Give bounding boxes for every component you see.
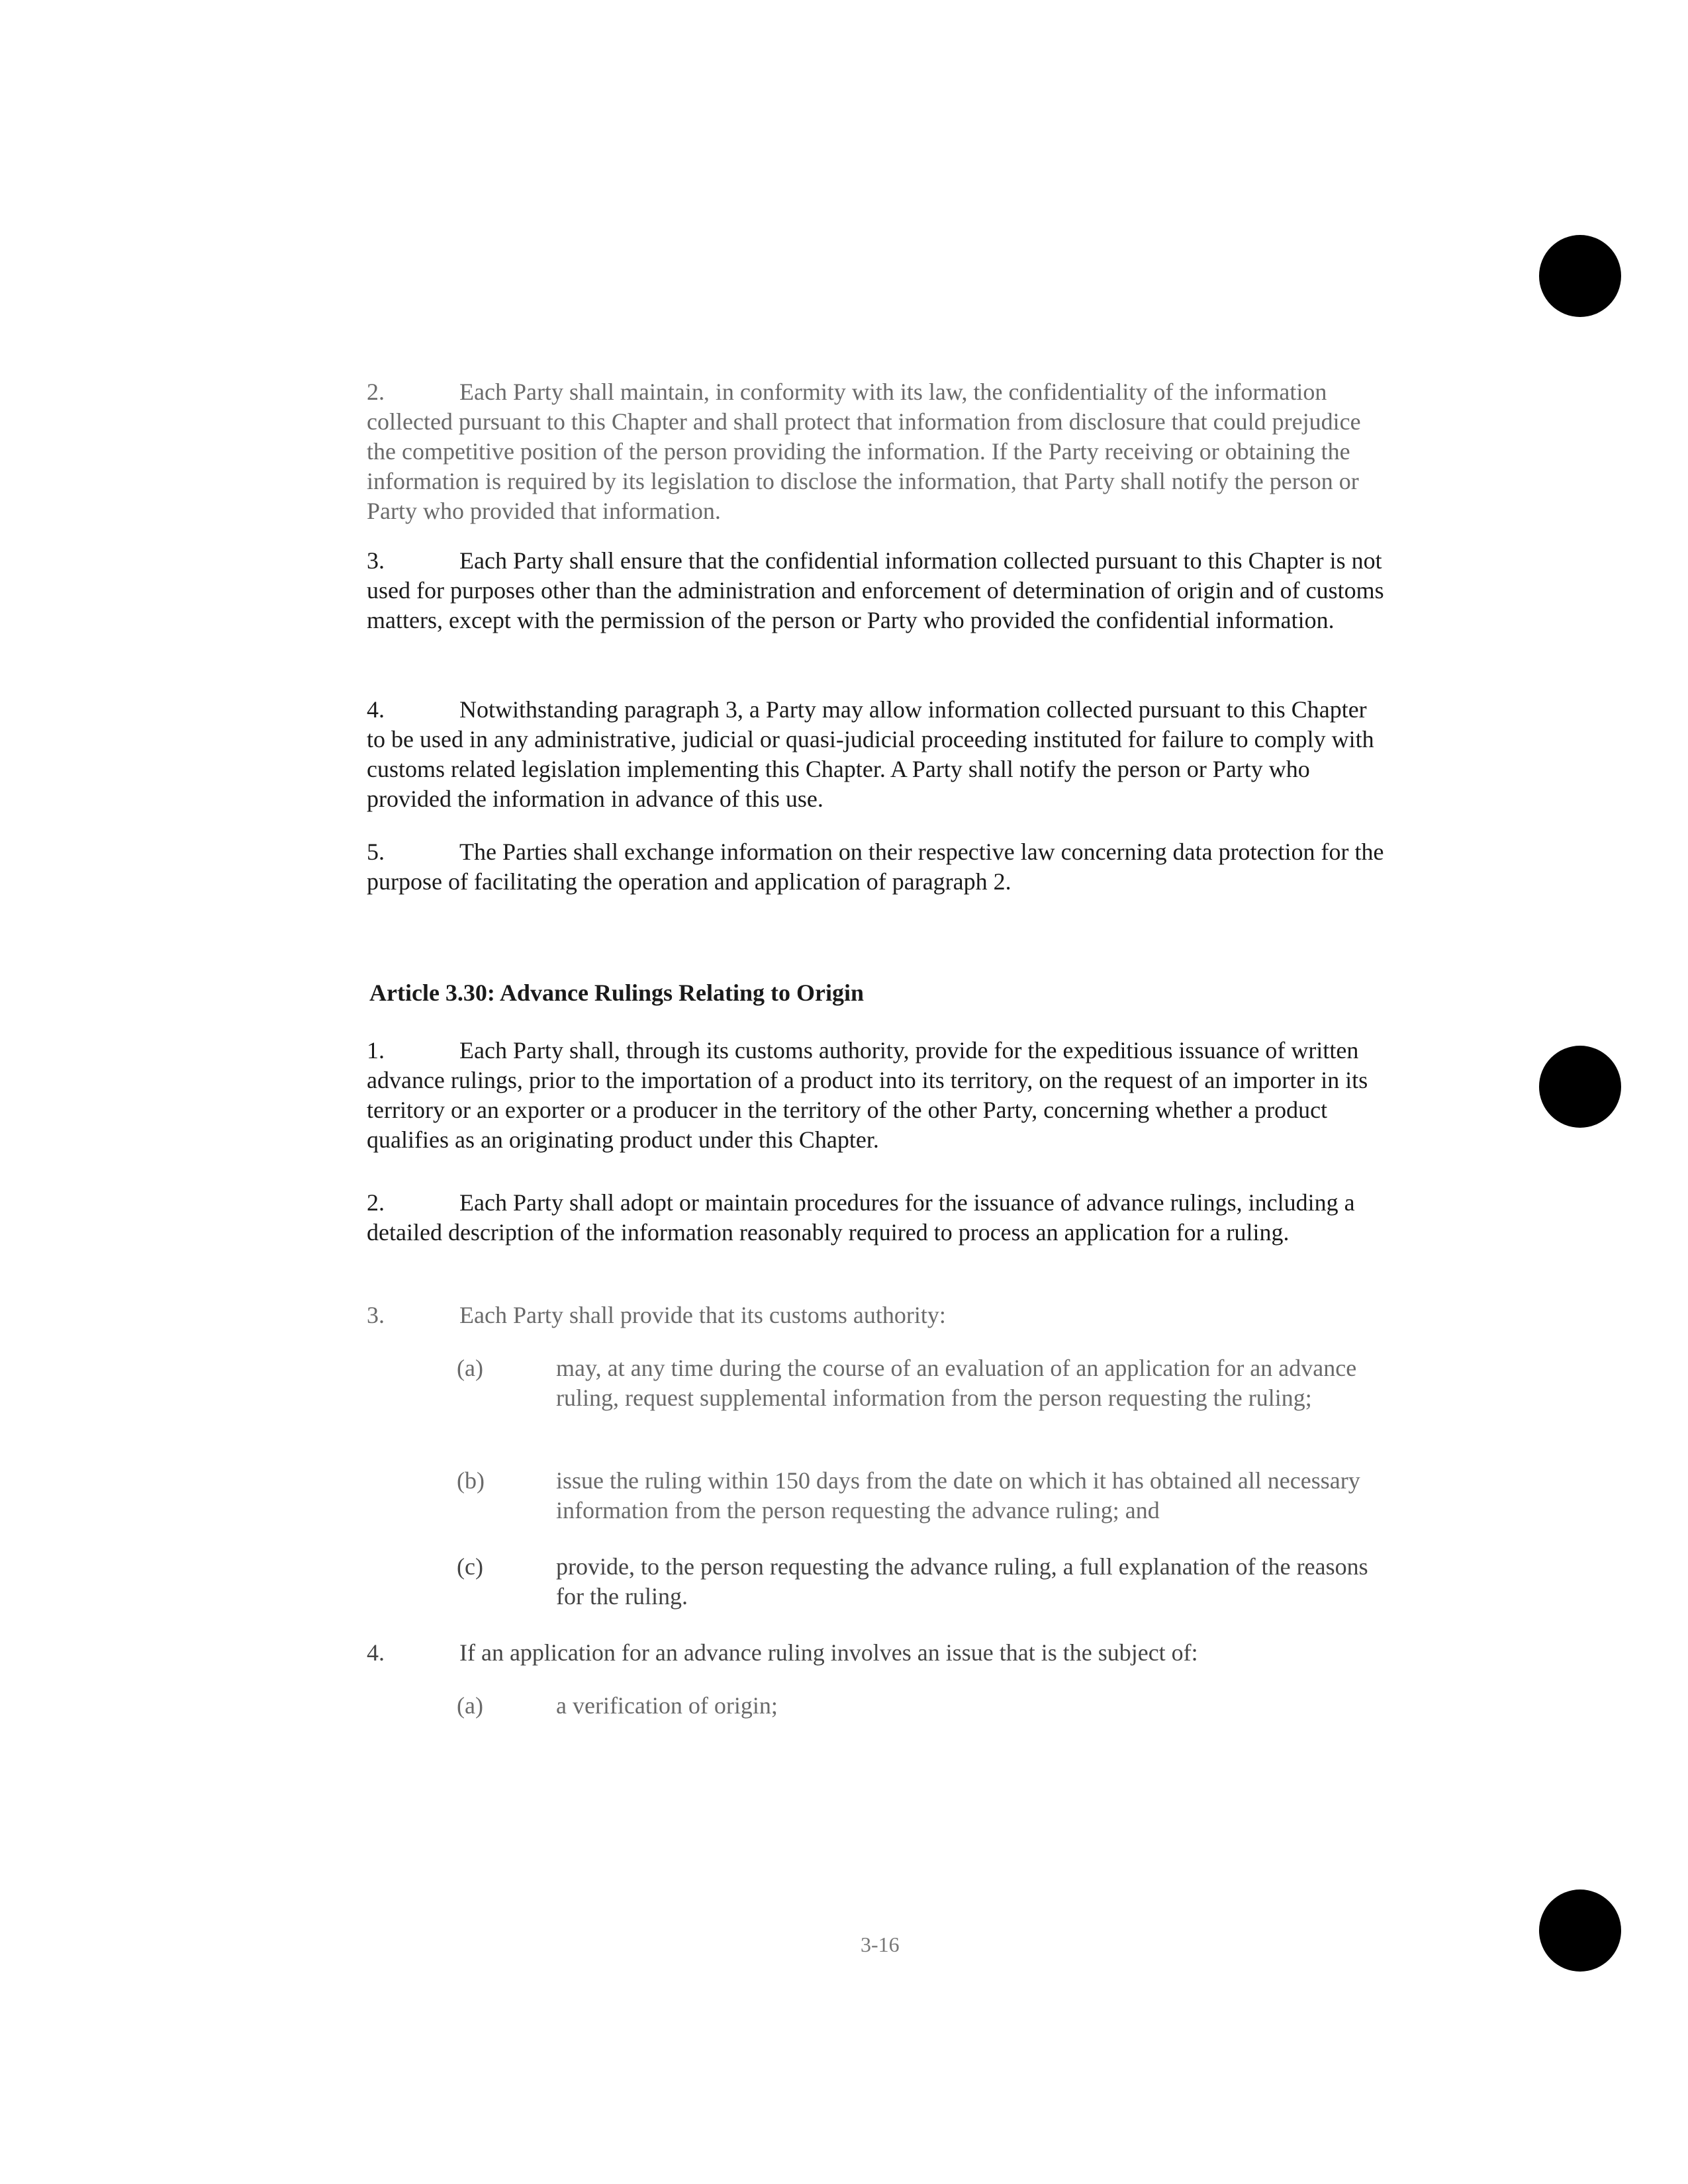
paragraph-text: Each Party shall provide that its customs authority: (459, 1302, 946, 1328)
article-heading: Article 3.30: Advance Rulings Relating to Origin (369, 979, 864, 1006)
item-text: issue the ruling within 150 days from the date on which it has obtained all necessary information from the person requesting the advance ruling; and (556, 1467, 1360, 1524)
paragraph-number: 5. (367, 839, 385, 865)
paragraph-number: 1. (367, 1037, 385, 1064)
item-text: may, at any time during the course of an evaluation of an application for an advance ruling, request supplemental information from the person requesting the ruling; (556, 1355, 1357, 1411)
item-label: (c) (457, 1553, 483, 1580)
paragraph-number: 4. (367, 1639, 385, 1666)
list-item (457, 1353, 1397, 1413)
paragraph-data-protection (367, 837, 1386, 897)
paragraph-confidentiality (367, 377, 1386, 526)
paragraph-text: Notwithstanding paragraph 3, a Party may allow information collected pursuant to this Chapter to be used in any administrative, judicial or quasi-judicial proceeding instituted for failure to comply with customs related legislation implementing this Chapter. A Party shall notify the person or Party who provided the information in advance of this use. (367, 696, 1374, 812)
list-item (457, 1691, 1397, 1721)
item-label: (a) (457, 1692, 483, 1719)
paragraph-number: 3. (367, 1302, 385, 1328)
paragraph-text: Each Party shall ensure that the confidential information collected pursuant to this Chapter is not used for purposes other than the administration and enforcement of determination of origin and of customs matters, except with the permission of the person or Party who provided the confidential information. (367, 547, 1384, 633)
binder-hole-middle (1539, 1046, 1621, 1128)
paragraph-advance-rulings (367, 1036, 1386, 1155)
item-label: (a) (457, 1355, 483, 1381)
list-item (457, 1552, 1397, 1612)
item-text: provide, to the person requesting the advance ruling, a full explanation of the reasons for the ruling. (556, 1553, 1368, 1610)
paragraph-issue-subject (367, 1638, 1386, 1668)
paragraph-number: 2. (367, 1189, 385, 1216)
paragraph-text: The Parties shall exchange information on their respective law concerning data protection for the purpose of facilitating the operation and application of paragraph 2. (367, 839, 1384, 895)
item-label: (b) (457, 1467, 485, 1494)
paragraph-text: If an application for an advance ruling involves an issue that is the subject of: (459, 1639, 1198, 1666)
binder-hole-top (1539, 235, 1621, 317)
paragraph-number: 3. (367, 547, 385, 574)
paragraph-text: Each Party shall maintain, in conformity with its law, the confidentiality of the information collected pursuant to this Chapter and shall protect that information from disclosure that could prejudice the competitive position of the person providing the information. If the Party receiving or obtaining the information is required by its legislation to disclose the information, that Party shall notify the person or Party who provided that information. (367, 379, 1361, 524)
paragraph-use-of-information (367, 546, 1386, 635)
paragraph-text: Each Party shall, through its customs authority, provide for the expeditious issuance of written advance rulings, prior to the importation of a product into its territory, on the request of an importer in its territory or an exporter or a producer in the territory of the other Party, concerning whether a product qualifies as an originating product under this Chapter. (367, 1037, 1368, 1153)
paragraph-text: Each Party shall adopt or maintain procedures for the issuance of advance rulings, including a detailed description of the information reasonably required to process an application for a ruling. (367, 1189, 1355, 1246)
paragraph-proceedings (367, 695, 1386, 814)
paragraph-customs-authority (367, 1300, 1386, 1330)
list-item (457, 1466, 1397, 1525)
paragraph-number: 4. (367, 696, 385, 723)
binder-hole-bottom (1539, 1889, 1621, 1972)
page-number: 3-16 (861, 1933, 900, 1956)
paragraph-procedures (367, 1188, 1386, 1248)
paragraph-number: 2. (367, 379, 385, 405)
item-text: a verification of origin; (556, 1692, 778, 1719)
